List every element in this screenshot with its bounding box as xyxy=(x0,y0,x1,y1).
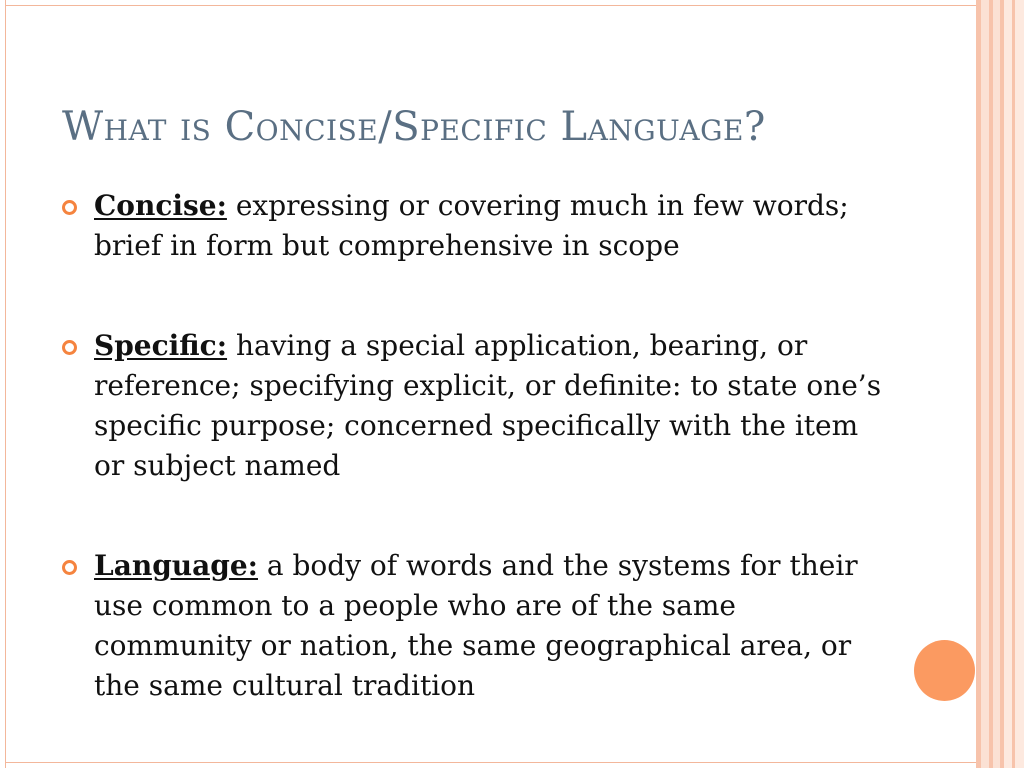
decorative-stripe xyxy=(1012,0,1015,768)
bullet-item-concise xyxy=(62,186,892,266)
term-label: Concise: xyxy=(94,189,227,222)
term-definition: having a special application, bearing, or reference; specifying explicit, or definite: to state one’s specific purpose; concerned specifically with the item or subject named xyxy=(94,329,882,482)
border-line-left xyxy=(5,0,6,768)
bullet-item-specific xyxy=(62,326,892,486)
border-line-top xyxy=(5,5,976,6)
slide-title: What is Concise/Specific Language? xyxy=(62,104,766,150)
decorative-stripe xyxy=(981,0,989,768)
bullet-ring-icon xyxy=(62,200,77,215)
border-line-bottom xyxy=(5,762,976,763)
bullet-ring-icon xyxy=(62,340,77,355)
bullet-ring-icon xyxy=(62,560,77,575)
decorative-stripe xyxy=(993,0,1000,768)
decorative-circle xyxy=(914,640,975,701)
term-definition: expressing or covering much in few words; brief in form but comprehensive in scope xyxy=(94,189,849,262)
bullet-list xyxy=(62,186,892,706)
bullet-item-language xyxy=(62,546,892,706)
term-definition: a body of words and the systems for their use common to a people who are of the same community or nation, the same geographical area, or the same cultural tradition xyxy=(94,549,858,702)
term-label: Specific: xyxy=(94,329,228,362)
term-label: Language: xyxy=(94,549,258,582)
